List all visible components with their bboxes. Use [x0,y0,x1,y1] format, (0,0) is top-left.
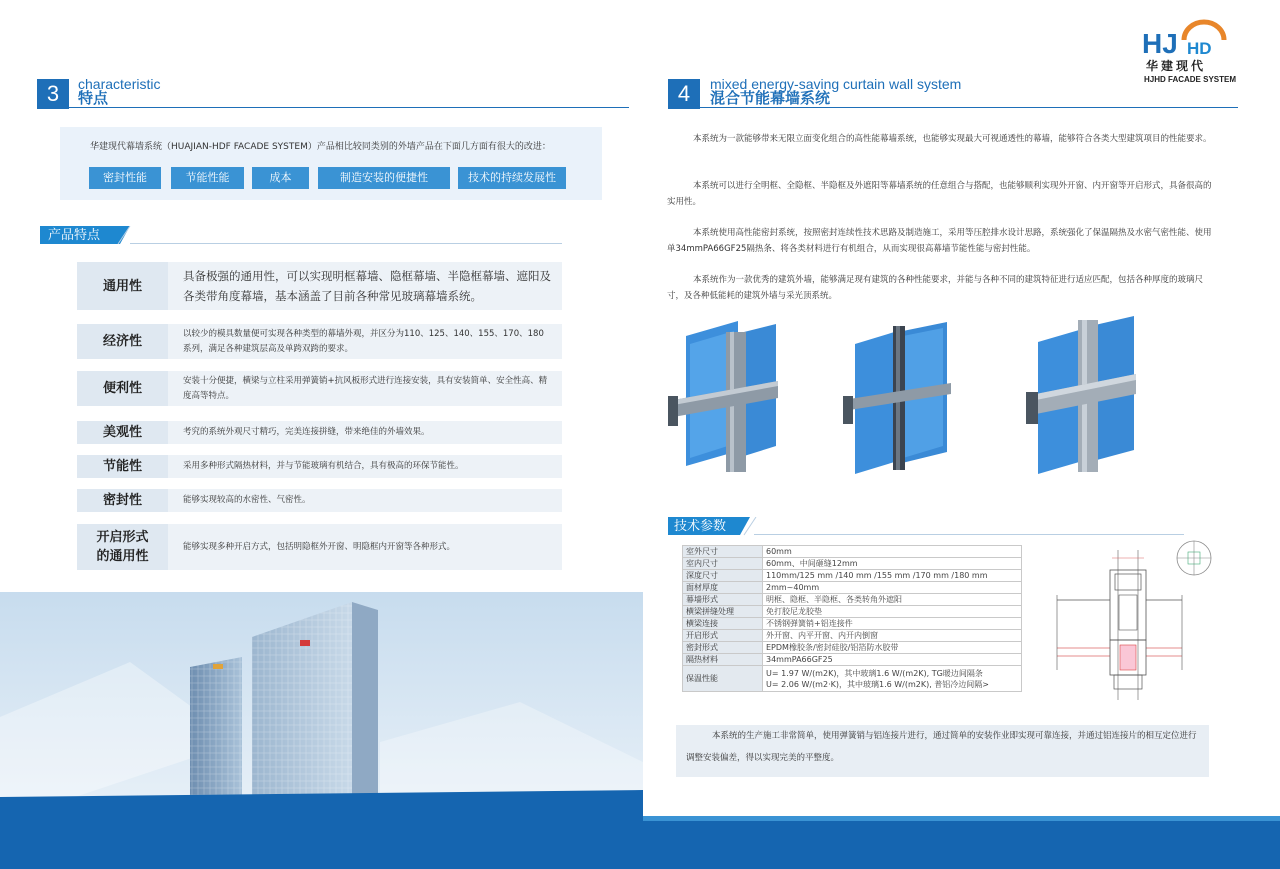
paragraph-3: 本系统使用高性能密封系统，按照密封连续性技术思路及制造施工，采用等压腔排水设计思路，系统强化了保温隔热及水密气密性能、使用单34mmPA66GF25隔热条、将各类材料进行有机组合，从而实现很高幕墙节能性能与密封性能。 [667,228,1212,254]
section-drawing [1052,540,1228,710]
improvement-panel [60,127,602,200]
paragraph-1: 本系统为一款能够带来无限立面变化组合的高性能幕墙系统，也能够实现最大可视通透性的幕墙，能够符合各类大型建筑项目的性能要求。 [693,134,1212,144]
spec-key: 室内尺寸 [683,558,763,570]
spec-value: 明框、隐框、半隐框、各类转角外遮阳 [763,594,1022,606]
spec-key: 开启形式 [683,630,763,642]
table-row [683,570,1022,582]
section-number-4: 4 [668,79,700,109]
spec-key: 室外尺寸 [683,546,763,558]
spec-value: 60mm、中间砸缝12mm [763,558,1022,570]
table-row [683,546,1022,558]
feature-desc-energy: 采用多种形式隔热材料，并与节能玻璃有机结合，具有极高的环保节能性。 [168,455,562,478]
feature-label-economy: 经济性 [77,324,168,359]
footer-band-left [0,822,643,869]
spec-value: EPDM橡胶条/密封硅胶/铝箔防水胶带 [763,642,1022,654]
spec-key: 横梁连接 [683,618,763,630]
table-row [683,654,1022,666]
spec-key: 隔热材料 [683,654,763,666]
feature-label-aesthetics: 美观性 [77,421,168,444]
improvement-intro: 华建现代幕墙系统（HUAJIAN-HDF FACADE SYSTEM）产品相比较同类别的外墙产品在下面几方面有很大的改进： [90,142,551,152]
curtain-wall-product-image-1 [668,316,780,476]
tag-cost: 成本 [252,167,309,189]
paragraph-4: 本系统作为一款优秀的建筑外墙，能够满足现有建筑的各种性能要求，并能与各种不同的建筑特征进行适应匹配，包括各种厚度的玻璃尺寸，及各种低能耗的建筑外墙与采光顶系统。 [667,275,1204,301]
curtain-wall-product-image-2 [843,318,955,476]
feature-label-opening [77,524,168,570]
feature-desc-economy: 以较少的模具数量便可实现各种类型的幕墙外观，并区分为110、125、140、155、170、180系列，满足各种建筑层高及单跨双跨的要求。 [168,324,562,359]
specs-divider [754,534,1184,535]
section-title-en: characteristic [78,76,161,92]
logo-cn: 华建现代 [1146,59,1207,73]
logo-letters-hd: HD [1187,39,1212,58]
paragraph-2: 本系统可以进行全明框、全隐框、半隐框及外遮阳等幕墙系统的任意组合与搭配，也能够顺利实现外开窗、内开窗等开启形式，具备很高的实用性。 [667,181,1212,207]
section-title-cn: 特点 [78,89,109,107]
feature-label-energy: 节能性 [77,455,168,478]
table-row [683,630,1022,642]
feature-label-versatility: 通用性 [77,262,168,310]
tag-install: 制造安装的便捷性 [318,167,450,189]
spec-value: 免打胶尼龙胶垫 [763,606,1022,618]
section-title-cn-4: 混合节能幕墙系统 [710,89,831,107]
table-row [683,666,1022,692]
spec-value: 110mm/125 mm /140 mm /155 mm /170 mm /180 mm [763,570,1022,582]
table-row [683,642,1022,654]
section-title-en-4: mixed energy-saving curtain wall system [710,76,962,92]
spec-key: 横梁拼缝处理 [683,606,763,618]
spec-value: 外开窗、内平开窗、内开内倒窗 [763,630,1022,642]
feature-desc-convenience: 安装十分便捷，横梁与立柱采用弹簧销+抗风板形式进行连接安装，具有安装简单、安全性高、精度高等特点。 [168,371,562,406]
feature-label-opening-line1: 开启形式 [96,530,149,545]
table-row [683,594,1022,606]
spec-value: 不锈钢弹簧销+铝连接件 [763,618,1022,630]
table-row [683,582,1022,594]
spec-key: 面材厚度 [683,582,763,594]
feature-desc-opening: 能够实现多种开启方式，包括明隐框外开窗、明隐框内开窗等各种形式。 [168,524,562,570]
building-photo [0,592,643,822]
tag-sustainability: 技术的持续发展性 [458,167,566,189]
section-number-3: 3 [37,79,69,109]
feature-desc-versatility: 具备极强的通用性，可以实现明框幕墙、隐框幕墙、半隐框幕墙、遮阳及各类带角度幕墙，基本涵盖了目前各种常见玻璃幕墙系统。 [168,262,562,310]
features-banner: 产品特点 [48,228,101,243]
spec-value [763,666,1022,692]
spec-value: 60mm [763,546,1022,558]
feature-label-sealing: 密封性 [77,489,168,512]
spec-key: 幕墙形式 [683,594,763,606]
spec-thermal-line2: U= 2.06 W/(m2·K)，其中玻璃1.6 W/(m2K), 普铝冷边间隔> [766,679,990,689]
tag-energy: 节能性能 [171,167,244,189]
section-divider [37,107,629,108]
specs-banner: 技术参数 [674,519,727,534]
spec-key: 保温性能 [683,666,763,692]
spec-value: 2mm~40mm [763,582,1022,594]
logo-letters: HJ [1142,28,1178,59]
tag-sealing: 密封性能 [89,167,161,189]
feature-desc-sealing: 能够实现较高的水密性、气密性。 [168,489,562,512]
footer-band [643,790,1280,869]
spec-table [682,545,1022,692]
table-row [683,558,1022,570]
bottom-note-text: 本系统的生产施工非常简单，使用弹簧销与铝连接片进行，通过简单的安装作业即实现可靠连接，并通过铝连接片的相互定位进行调整安装偏差，得以实现完美的平整度。 [686,731,1197,763]
spec-key: 深度尺寸 [683,570,763,582]
logo-en: HJHD FACADE SYSTEM [1144,75,1237,84]
bottom-note [676,725,1209,777]
spec-key: 密封形式 [683,642,763,654]
curtain-wall-product-image-3 [1026,314,1138,476]
feature-label-opening-line2: 的通用性 [96,549,149,564]
spec-thermal-line1: U= 1.97 W/(m2K)，其中玻璃1.6 W/(m2K), TG暖边间隔条 [766,668,983,678]
table-row [683,618,1022,630]
features-divider [130,243,562,244]
spec-value: 34mmPA66GF25 [763,654,1022,666]
table-row [683,606,1022,618]
logo-arc-icon [1180,18,1230,54]
feature-desc-aesthetics: 考究的系统外观尺寸精巧，完美连接拼缝，带来绝佳的外墙效果。 [168,421,562,444]
section-divider-4 [668,107,1238,108]
feature-label-convenience: 便利性 [77,371,168,406]
